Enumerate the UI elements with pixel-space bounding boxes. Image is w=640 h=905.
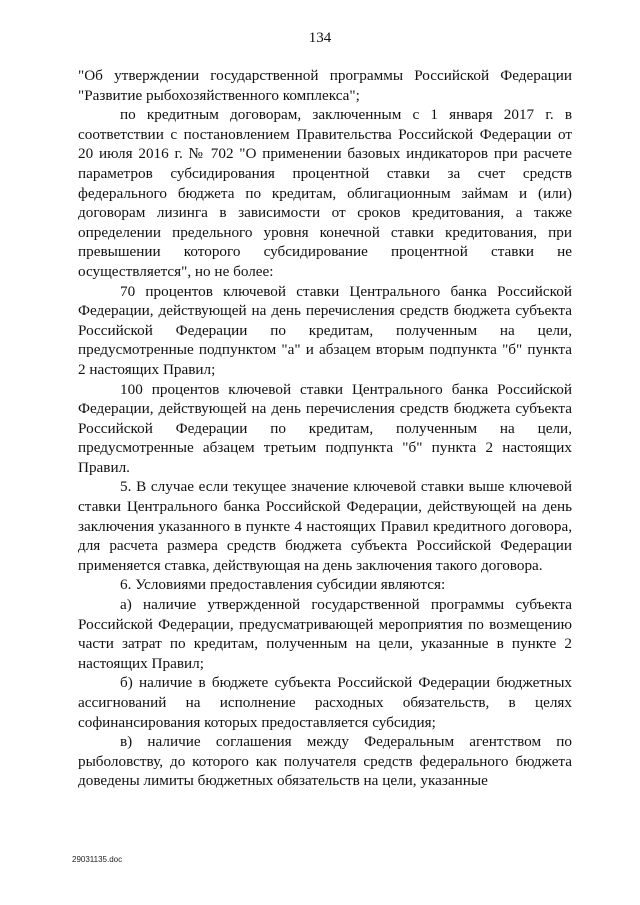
paragraph-subitem-v: в) наличие соглашения между Федеральным агентством по рыболовству, до которого как получателя средств федерального бюджета доведены лимиты бюджетных обязательств на цели, указанные: [78, 733, 572, 790]
paragraph-100-percent: 100 процентов ключевой ставки Центрального банка Российской Федерации, действующей на день перечисления средств бюджета субъекта Российской Федерации по кредитам, полученным на цели, предусмотренные абзацем третьим подпункта "б" пункта 2 настоящих Правил.: [78, 380, 572, 476]
paragraph-subitem-b: б) наличие в бюджете субъекта Российской Федерации бюджетных ассигнований на исполнение расходных обязательств, в целях софинансирования которых предоставляется субсидия;: [78, 674, 572, 731]
paragraph-70-percent: 70 процентов ключевой ставки Центрального банка Российской Федерации, действующей на день перечисления средств бюджета субъекта Российской Федерации по кредитам, полученным на цели, предусмотренные подпунктом "а" и абзацем вторым подпункта "б" пункта 2 настоящих Правил;: [78, 282, 572, 378]
paragraph-item-5: 5. В случае если текущее значение ключевой ставки выше ключевой ставки Центрального банка Российской Федерации, действующей на день заключения указанного в пункте 4 настоящих Правил кредитного договора, для расчета размера средств бюджета субъекта Российской Федерации применяется ставка, действующая на день заключения такого договора.: [78, 478, 572, 574]
footer-filename: 29031135.doc: [72, 855, 123, 864]
paragraph-subitem-a: а) наличие утвержденной государственной программы субъекта Российской Федерации, предусматривающей мероприятия по возмещению части затрат по кредитам, полученным на цели, указанные в пункте 2 настоящих Правил;: [78, 596, 572, 672]
paragraph-item-6: 6. Условиями предоставления субсидии являются:: [120, 576, 446, 594]
paragraph-credit-agreements: по кредитным договорам, заключенным с 1 января 2017 г. в соответствии с постановлением Правительства Российской Федерации от 20 июля 2016 г. № 702 "О применении базовых индикаторов при расчете параметров субсидирования процентной ставки за счет средств федерального бюджета по кредитам, облигационным займам и (или) договорам лизинга в зависимости от сроков кредитования, а также определении предельного уровня конечной ставки кредитования, при превышении которого субсидирование процентной ставки не осуществляется", но не более:: [78, 106, 572, 280]
paragraph-program-title: "Об утверждении государственной программы Российской Федерации "Развитие рыбохозяйственного комплекса";: [78, 67, 572, 104]
document-body: [78, 66, 572, 791]
page-number: 134: [308, 30, 332, 46]
